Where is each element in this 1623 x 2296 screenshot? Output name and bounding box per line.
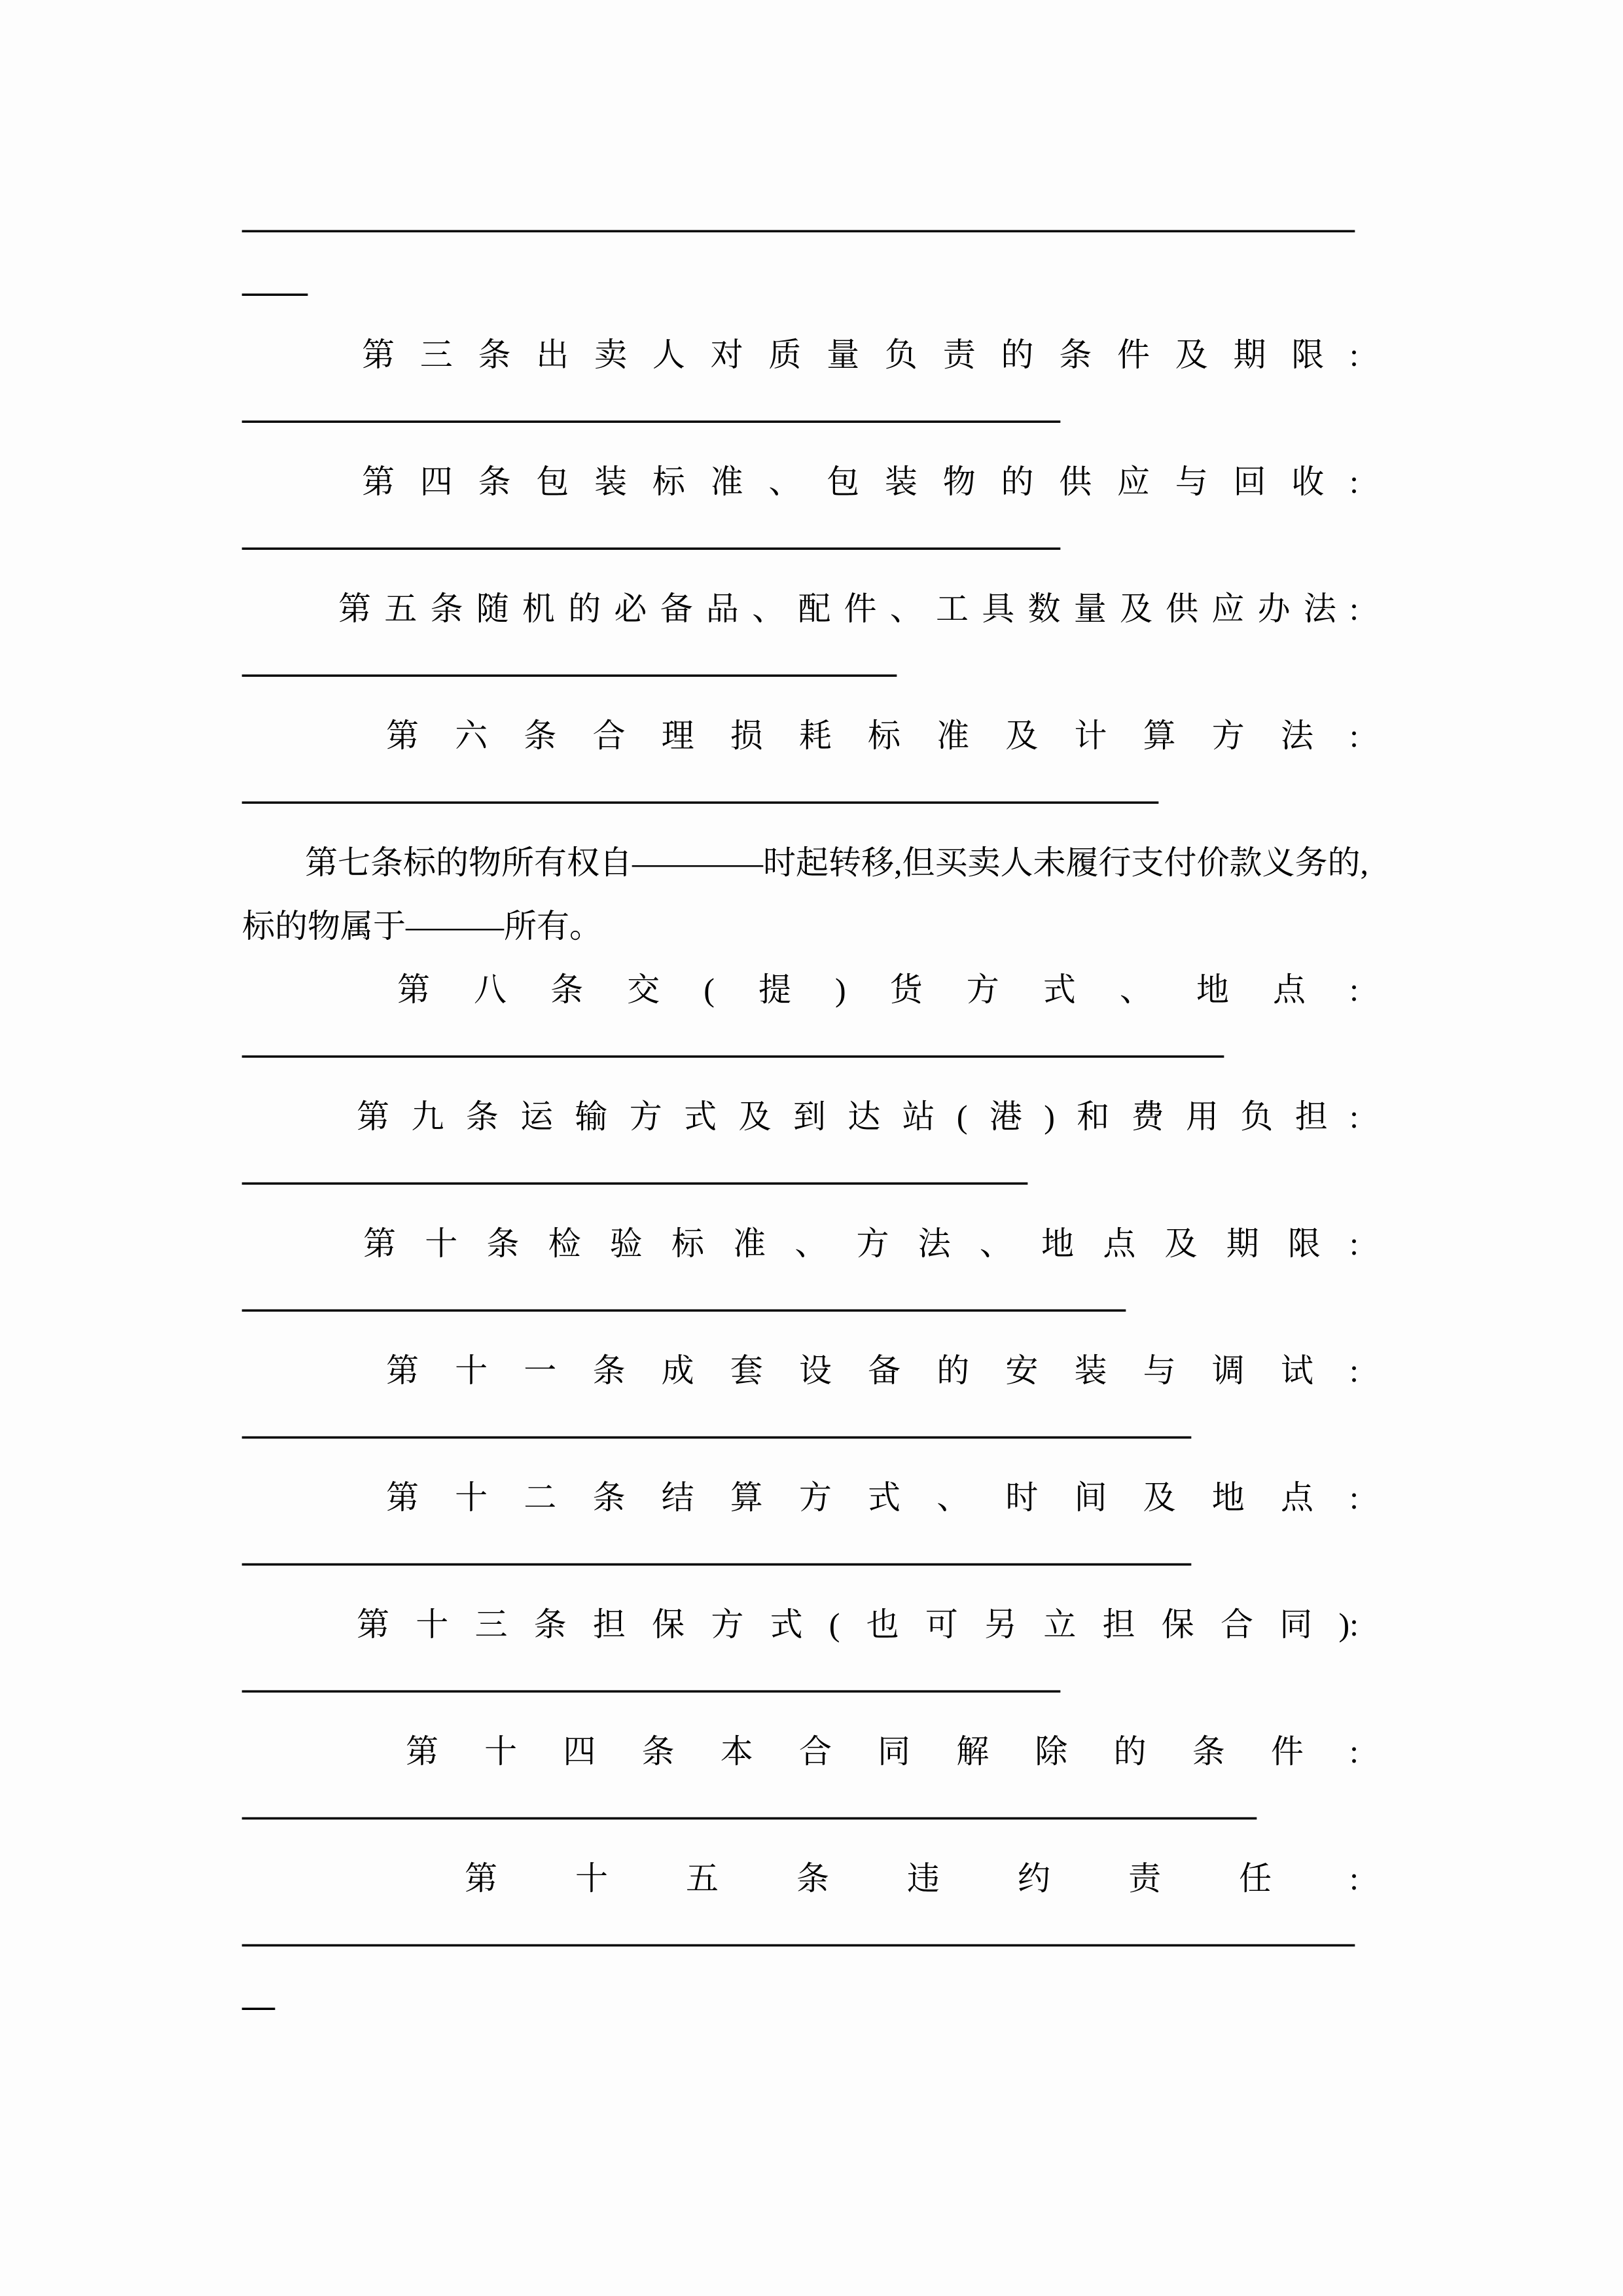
article-10-heading: 第十条检验标准、方法、地点及期限: <box>363 1225 1359 1262</box>
contract-body <box>242 196 1368 2037</box>
fill-line-article-6: ———————————————————————————— <box>242 781 1158 817</box>
fill-line-article-10: ——————————————————————————— <box>242 1289 1126 1325</box>
article-15-heading: 第十五条违约责任: <box>465 1860 1359 1897</box>
fill-line-article-15: —————————————————————————————————— <box>242 1924 1355 1960</box>
article-3-heading: 第三条出卖人对质量负责的条件及期限: <box>362 336 1359 373</box>
article-8-heading: 第八条交(提)货方式、地点: <box>397 971 1359 1008</box>
fill-line-article-9: ———————————————————————— <box>242 1162 1027 1198</box>
article-9-heading: 第九条运输方式及到达站(港)和费用负担: <box>357 1098 1359 1135</box>
fill-line-overflow-top: —————————————————————————————————— <box>242 209 1355 246</box>
fill-line-article-3: ————————————————————————— <box>242 400 1060 437</box>
fill-line-article-15-tail: — <box>242 1987 275 2024</box>
article-14-heading: 第十四条本合同解除的条件: <box>406 1733 1359 1770</box>
article-5-heading: 第五条随机的必备品、配件、工具数量及供应办法: <box>338 590 1359 627</box>
article-13-heading: 第十三条担保方式(也可另立担保合同): <box>357 1606 1359 1643</box>
fill-line-article-5: ———————————————————— <box>242 654 897 691</box>
fill-line-article-8: —————————————————————————————— <box>242 1035 1224 1071</box>
article-7-paragraph-line-2: 标的物属于———所有。 <box>242 908 602 944</box>
fill-line-article-4: ————————————————————————— <box>242 527 1060 564</box>
fill-line-article-14: ——————————————————————————————— <box>242 1797 1257 1833</box>
article-4-heading: 第四条包装标准、包装物的供应与回收: <box>362 463 1359 500</box>
fill-line-article-13: ————————————————————————— <box>242 1670 1060 1706</box>
article-7-paragraph-line-1: 第七条标的物所有权自————时起转移,但买卖人未履行支付价款义务的, <box>305 844 1368 881</box>
fill-line-article-12: ————————————————————————————— <box>242 1543 1191 1579</box>
article-6-heading: 第六条合理损耗标准及计算方法: <box>386 717 1359 754</box>
article-12-heading: 第十二条结算方式、时间及地点: <box>386 1479 1359 1516</box>
article-11-heading: 第十一条成套设备的安装与调试: <box>386 1352 1359 1389</box>
fill-line-article-11: ————————————————————————————— <box>242 1416 1191 1452</box>
fill-line-overflow-top-tail: —— <box>242 273 308 310</box>
